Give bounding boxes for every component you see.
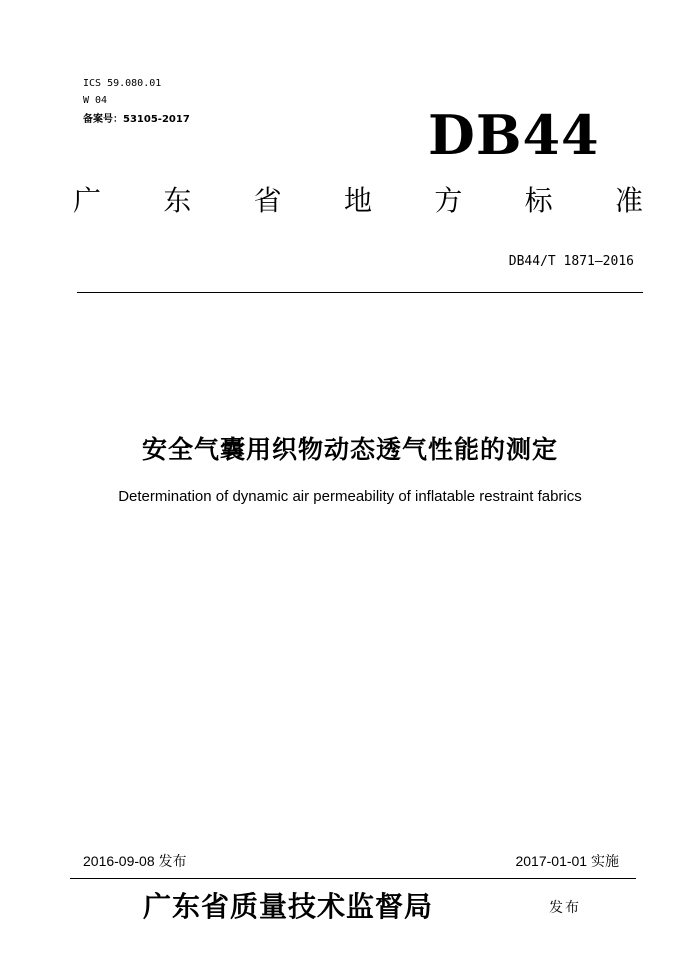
standard-type-char: 标: [524, 184, 553, 217]
standard-type-char: 省: [253, 184, 282, 217]
standard-type-char: 东: [163, 184, 192, 217]
issue-date: 2016-09-08 发布: [83, 853, 187, 869]
standard-type-heading: [73, 183, 643, 219]
db44-logo: DB44: [428, 103, 600, 167]
top-divider: [77, 292, 643, 293]
issuing-authority: 广东省质量技术监督局: [143, 890, 434, 923]
title-english: Determination of dynamic air permeability of inflatable restraint fabrics: [118, 488, 582, 505]
ics-code: ICS 59.080.01: [83, 78, 162, 89]
title-chinese: 安全气囊用织物动态透气性能的测定: [141, 435, 558, 464]
standard-type-char: 地: [343, 184, 372, 217]
standard-type-char: 方: [434, 184, 463, 217]
implementation-date: 2017-01-01 实施: [515, 853, 619, 869]
record-number: 备案号：53105-2017: [83, 114, 190, 125]
bottom-divider: [70, 878, 636, 879]
classification-code: W 04: [83, 95, 108, 106]
standard-number: DB44/T 1871—2016: [508, 254, 634, 269]
issued-label: 发布: [549, 900, 581, 916]
standard-type-char: 广: [73, 184, 102, 217]
standard-type-char: 准: [614, 184, 643, 217]
